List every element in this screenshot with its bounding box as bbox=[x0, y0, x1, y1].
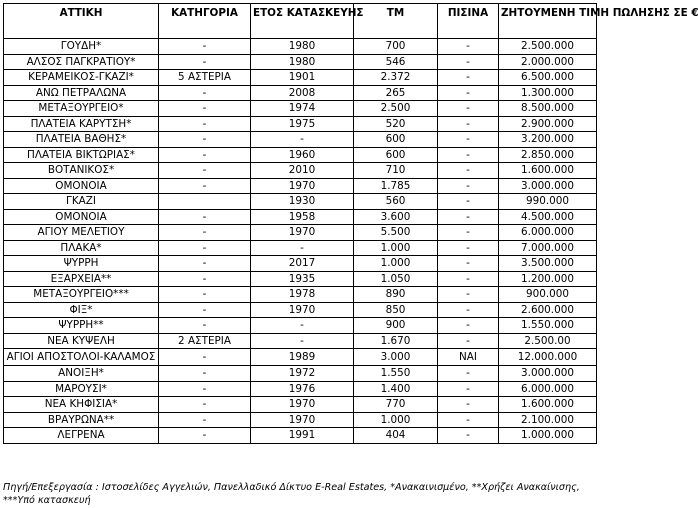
cell-category: - bbox=[159, 271, 251, 287]
cell-category: - bbox=[159, 54, 251, 70]
cell-pool: - bbox=[438, 397, 499, 413]
cell-price: 8.500.000 bbox=[499, 101, 597, 117]
table-row bbox=[4, 39, 597, 55]
header-price: ΖΗΤΟΥΜΕΝΗ ΤΙΜΗ ΠΩΛΗΣΗΣ ΣΕ € bbox=[499, 4, 597, 39]
cell-pool: - bbox=[438, 428, 499, 444]
cell-category: - bbox=[159, 287, 251, 303]
cell-year: 1970 bbox=[251, 302, 354, 318]
cell-category: - bbox=[159, 302, 251, 318]
cell-region: ΜΕΤΑΞΟΥΡΓΕΙΟ* bbox=[4, 101, 159, 117]
header-sqm: ΤΜ bbox=[354, 4, 438, 39]
source-note: Πηγή/Επεξεργασία : Ιστοσελίδες Αγγελιών, Πανελλαδικό Δίκτυο E-Real Estates, *Ανακαινισμένο, **Χρήζει Ανακαίνισης, ***Υπό κατασκευή bbox=[3, 482, 580, 506]
table-row bbox=[4, 333, 597, 349]
cell-year: 1980 bbox=[251, 39, 354, 55]
cell-category: - bbox=[159, 116, 251, 132]
cell-sqm: 520 bbox=[354, 116, 438, 132]
cell-year: 2010 bbox=[251, 163, 354, 179]
cell-price: 2.500.00 bbox=[499, 333, 597, 349]
cell-pool: - bbox=[438, 147, 499, 163]
cell-year: 1975 bbox=[251, 116, 354, 132]
cell-sqm: 1.000 bbox=[354, 240, 438, 256]
cell-pool: - bbox=[438, 54, 499, 70]
cell-year: 2008 bbox=[251, 85, 354, 101]
cell-sqm: 600 bbox=[354, 132, 438, 148]
cell-price: 3.000.000 bbox=[499, 178, 597, 194]
cell-region: ΠΛΑΚΑ* bbox=[4, 240, 159, 256]
header-year: ΕΤΟΣ ΚΑΤΑΣΚΕΥΗΣ bbox=[251, 4, 354, 39]
cell-sqm: 1.400 bbox=[354, 381, 438, 397]
table-row bbox=[4, 194, 597, 210]
cell-category bbox=[159, 194, 251, 210]
table-row bbox=[4, 85, 597, 101]
cell-region: ΦΙΞ* bbox=[4, 302, 159, 318]
cell-pool: - bbox=[438, 70, 499, 86]
cell-price: 2.000.000 bbox=[499, 54, 597, 70]
cell-price: 3.200.000 bbox=[499, 132, 597, 148]
cell-price: 2.100.000 bbox=[499, 412, 597, 428]
cell-pool: - bbox=[438, 366, 499, 382]
cell-category: - bbox=[159, 397, 251, 413]
cell-sqm: 700 bbox=[354, 39, 438, 55]
cell-region: ΑΝΟΙΞΗ* bbox=[4, 366, 159, 382]
cell-sqm: 2.500 bbox=[354, 101, 438, 117]
table-body bbox=[4, 39, 597, 444]
header-pool: ΠΙΣΙΝΑ bbox=[438, 4, 499, 39]
table-row bbox=[4, 178, 597, 194]
table-row bbox=[4, 209, 597, 225]
cell-year: - bbox=[251, 240, 354, 256]
cell-sqm: 1.050 bbox=[354, 271, 438, 287]
cell-pool: - bbox=[438, 302, 499, 318]
table-row bbox=[4, 287, 597, 303]
cell-region: ΠΛΑΤΕΙΑ ΒΙΚΤΩΡΙΑΣ* bbox=[4, 147, 159, 163]
cell-region: ΑΝΩ ΠΕΤΡΑΛΩΝΑ bbox=[4, 85, 159, 101]
cell-year: 1901 bbox=[251, 70, 354, 86]
cell-region: ΚΕΡΑΜΕΙΚΟΣ-ΓΚΑΖΙ* bbox=[4, 70, 159, 86]
header-region: ΑΤΤΙΚΗ bbox=[4, 4, 159, 39]
cell-sqm: 3.000 bbox=[354, 349, 438, 366]
cell-pool: - bbox=[438, 101, 499, 117]
cell-price: 2.900.000 bbox=[499, 116, 597, 132]
table-row bbox=[4, 225, 597, 241]
cell-region: ΓΚΑΖΙ bbox=[4, 194, 159, 210]
cell-price: 1.000.000 bbox=[499, 428, 597, 444]
cell-pool: - bbox=[438, 163, 499, 179]
cell-region: ΒΡΑΥΡΩΝΑ** bbox=[4, 412, 159, 428]
cell-category: - bbox=[159, 147, 251, 163]
cell-category: - bbox=[159, 85, 251, 101]
cell-price: 1.550.000 bbox=[499, 318, 597, 334]
cell-category: - bbox=[159, 163, 251, 179]
cell-year: - bbox=[251, 132, 354, 148]
cell-pool: - bbox=[438, 209, 499, 225]
cell-year: 1974 bbox=[251, 101, 354, 117]
table-row bbox=[4, 101, 597, 117]
cell-pool: - bbox=[438, 132, 499, 148]
cell-region: ΜΑΡΟΥΣΙ* bbox=[4, 381, 159, 397]
cell-price: 2.500.000 bbox=[499, 39, 597, 55]
cell-category: 5 ΑΣΤΕΡΙΑ bbox=[159, 70, 251, 86]
property-table bbox=[3, 3, 699, 444]
cell-year: 1930 bbox=[251, 194, 354, 210]
cell-year: 1980 bbox=[251, 54, 354, 70]
cell-region: ΑΓΙΟΙ ΑΠΟΣΤΟΛΟΙ-ΚΑΛΑΜΟΣ bbox=[4, 349, 159, 366]
cell-price: 4.500.000 bbox=[499, 209, 597, 225]
cell-year: 2017 bbox=[251, 256, 354, 272]
cell-price: 2.850.000 bbox=[499, 147, 597, 163]
table-row bbox=[4, 70, 597, 86]
header-category: ΚΑΤΗΓΟΡΙΑ bbox=[159, 4, 251, 39]
cell-price: 6.500.000 bbox=[499, 70, 597, 86]
cell-sqm: 710 bbox=[354, 163, 438, 179]
cell-year: - bbox=[251, 318, 354, 334]
cell-pool: - bbox=[438, 256, 499, 272]
cell-category: - bbox=[159, 349, 251, 366]
cell-category: - bbox=[159, 101, 251, 117]
cell-year: 1991 bbox=[251, 428, 354, 444]
cell-region: ΠΛΑΤΕΙΑ ΚΑΡΥΤΣΗ* bbox=[4, 116, 159, 132]
table-row bbox=[4, 397, 597, 413]
cell-price: 7.000.000 bbox=[499, 240, 597, 256]
cell-price: 1.600.000 bbox=[499, 163, 597, 179]
cell-pool: - bbox=[438, 271, 499, 287]
cell-region: ΓΟΥΔΗ* bbox=[4, 39, 159, 55]
cell-price: 900.000 bbox=[499, 287, 597, 303]
cell-category: 2 ΑΣΤΕΡΙΑ bbox=[159, 333, 251, 349]
cell-sqm: 1.670 bbox=[354, 333, 438, 349]
cell-pool: - bbox=[438, 318, 499, 334]
cell-category: - bbox=[159, 366, 251, 382]
cell-region: ΑΓΙΟΥ ΜΕΛΕΤΙΟΥ bbox=[4, 225, 159, 241]
cell-sqm: 404 bbox=[354, 428, 438, 444]
cell-sqm: 3.600 bbox=[354, 209, 438, 225]
cell-price: 6.000.000 bbox=[499, 225, 597, 241]
cell-sqm: 265 bbox=[354, 85, 438, 101]
table-row bbox=[4, 163, 597, 179]
table-row bbox=[4, 318, 597, 334]
cell-pool: - bbox=[438, 333, 499, 349]
cell-region: ΟΜΟΝΟΙΑ bbox=[4, 209, 159, 225]
cell-price: 1.200.000 bbox=[499, 271, 597, 287]
table-row bbox=[4, 428, 597, 444]
cell-pool: - bbox=[438, 225, 499, 241]
table-row bbox=[4, 116, 597, 132]
cell-year: 1970 bbox=[251, 178, 354, 194]
cell-region: ΑΛΣΟΣ ΠΑΓΚΡΑΤΙΟΥ* bbox=[4, 54, 159, 70]
cell-sqm: 1.000 bbox=[354, 256, 438, 272]
cell-region: ΟΜΟΝΟΙΑ bbox=[4, 178, 159, 194]
cell-pool: - bbox=[438, 240, 499, 256]
cell-pool: - bbox=[438, 116, 499, 132]
cell-year: 1935 bbox=[251, 271, 354, 287]
cell-category: - bbox=[159, 178, 251, 194]
table-row bbox=[4, 54, 597, 70]
cell-year: 1970 bbox=[251, 225, 354, 241]
table-row bbox=[4, 147, 597, 163]
cell-pool: ΝΑΙ bbox=[438, 349, 499, 366]
cell-price: 990.000 bbox=[499, 194, 597, 210]
cell-pool: - bbox=[438, 178, 499, 194]
cell-pool: - bbox=[438, 85, 499, 101]
cell-sqm: 1.785 bbox=[354, 178, 438, 194]
cell-price: 12.000.000 bbox=[499, 349, 597, 366]
cell-category: - bbox=[159, 256, 251, 272]
cell-year: 1970 bbox=[251, 412, 354, 428]
cell-pool: - bbox=[438, 412, 499, 428]
table-row bbox=[4, 366, 597, 382]
cell-price: 3.500.000 bbox=[499, 256, 597, 272]
cell-region: ΨΥΡΡΗ** bbox=[4, 318, 159, 334]
cell-year: 1976 bbox=[251, 381, 354, 397]
cell-pool: - bbox=[438, 287, 499, 303]
cell-category: - bbox=[159, 132, 251, 148]
cell-price: 1.300.000 bbox=[499, 85, 597, 101]
cell-year: 1978 bbox=[251, 287, 354, 303]
table-header-row bbox=[4, 4, 597, 39]
cell-year: 1989 bbox=[251, 349, 354, 366]
table-row bbox=[4, 302, 597, 318]
cell-price: 6.000.000 bbox=[499, 381, 597, 397]
cell-sqm: 2.372 bbox=[354, 70, 438, 86]
table-row bbox=[4, 349, 597, 366]
cell-sqm: 770 bbox=[354, 397, 438, 413]
cell-sqm: 546 bbox=[354, 54, 438, 70]
table-row bbox=[4, 381, 597, 397]
cell-region: ΝΕΑ ΚΥΨΕΛΗ bbox=[4, 333, 159, 349]
cell-category: - bbox=[159, 412, 251, 428]
cell-region: ΒΟΤΑΝΙΚΟΣ* bbox=[4, 163, 159, 179]
cell-category: - bbox=[159, 381, 251, 397]
cell-sqm: 1.550 bbox=[354, 366, 438, 382]
cell-pool: - bbox=[438, 194, 499, 210]
cell-region: ΜΕΤΑΞΟΥΡΓΕΙΟ*** bbox=[4, 287, 159, 303]
cell-sqm: 600 bbox=[354, 147, 438, 163]
cell-region: ΛΕΓΡΕΝΑ bbox=[4, 428, 159, 444]
cell-price: 3.000.000 bbox=[499, 366, 597, 382]
cell-region: ΝΕΑ ΚΗΦΙΣΙΑ* bbox=[4, 397, 159, 413]
cell-sqm: 560 bbox=[354, 194, 438, 210]
cell-year: 1958 bbox=[251, 209, 354, 225]
cell-region: ΕΞΑΡΧΕΙΑ** bbox=[4, 271, 159, 287]
cell-sqm: 5.500 bbox=[354, 225, 438, 241]
cell-category: - bbox=[159, 428, 251, 444]
cell-year: - bbox=[251, 333, 354, 349]
cell-category: - bbox=[159, 225, 251, 241]
cell-price: 2.600.000 bbox=[499, 302, 597, 318]
cell-category: - bbox=[159, 318, 251, 334]
table-row bbox=[4, 271, 597, 287]
cell-sqm: 900 bbox=[354, 318, 438, 334]
cell-pool: - bbox=[438, 39, 499, 55]
cell-category: - bbox=[159, 209, 251, 225]
table-row bbox=[4, 412, 597, 428]
cell-year: 1970 bbox=[251, 397, 354, 413]
table-row bbox=[4, 132, 597, 148]
cell-category: - bbox=[159, 39, 251, 55]
cell-region: ΠΛΑΤΕΙΑ ΒΑΘΗΣ* bbox=[4, 132, 159, 148]
table-row bbox=[4, 256, 597, 272]
cell-pool: - bbox=[438, 381, 499, 397]
cell-sqm: 850 bbox=[354, 302, 438, 318]
cell-year: 1960 bbox=[251, 147, 354, 163]
cell-category: - bbox=[159, 240, 251, 256]
cell-year: 1972 bbox=[251, 366, 354, 382]
cell-sqm: 1.000 bbox=[354, 412, 438, 428]
cell-price: 1.600.000 bbox=[499, 397, 597, 413]
table-row bbox=[4, 240, 597, 256]
cell-region: ΨΥΡΡΗ bbox=[4, 256, 159, 272]
cell-sqm: 890 bbox=[354, 287, 438, 303]
